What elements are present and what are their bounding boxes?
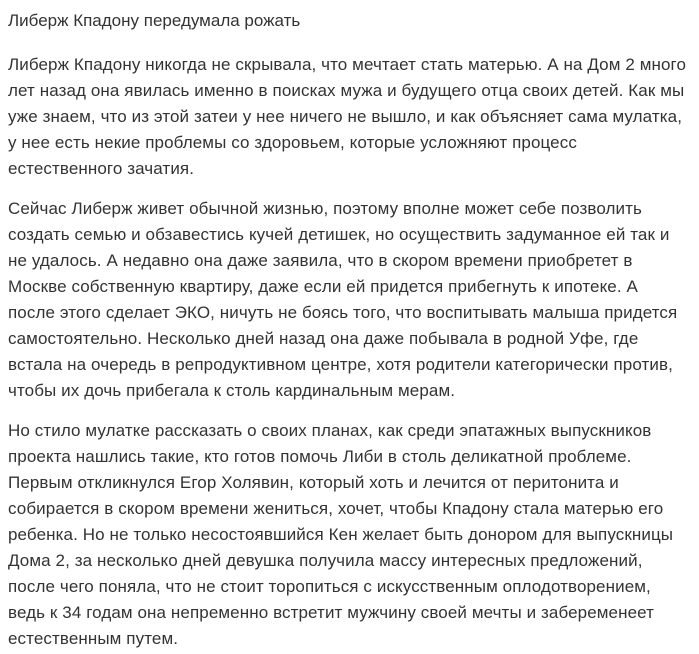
article-title: Либерж Кпадону передумала рожать <box>8 11 301 30</box>
article-paragraph-2: Сейчас Либерж живет обычной жизнью, поэтому вполне может себе позволить создать семью и обзавестись кучей детишек, но осуществить задуманное ей так и не удалось. А недавно она даже заявила, что в скором времени приобретет в Москве собственную квартиру, даже если ей придется прибегнуть к ипотеке. А после этого сделает ЭКО, ничуть не боясь того, что воспитывать малыша придется самостоятельно. Несколько дней назад она даже побывала в родной Уфе, где встала на очередь в репродуктивном центре, хотя родители категорически против, чтобы их дочь прибегала к столь кардинальным мерам. <box>8 199 678 400</box>
article-paragraph-3: Но стило мулатке рассказать о своих планах, как среди эпатажных выпускников проекта нашлись такие, кто готов помочь Либи в столь деликатной проблеме. Первым откликнулся Егор Холявин, который хоть и лечится от перитонита и собирается в скором времени жениться, хочет, чтобы Кпадону стала матерью его ребенка. Но не только несостоявшийся Кен желает быть донором для выпускницы Дома 2, за несколько дней девушка получила массу интересных предложений, после чего поняла, что не стоит торопиться с искусственным оплодотворением, ведь к 34 годам она непременно встретит мужчину своей мечты и забеременеет естественным путем. <box>8 421 674 648</box>
article-paragraph-1: Либерж Кпадону никогда не скрывала, что мечтает стать матерью. А на Дом 2 много лет назад она явилась именно в поисках мужа и будущего отца своих детей. Как мы уже знаем, что из этой затеи у нее ничего не вышло, и как объясняет сама мулатка, у нее есть некие проблемы со здоровьем, которые усложняют процесс естественного зачатия. <box>8 55 687 178</box>
